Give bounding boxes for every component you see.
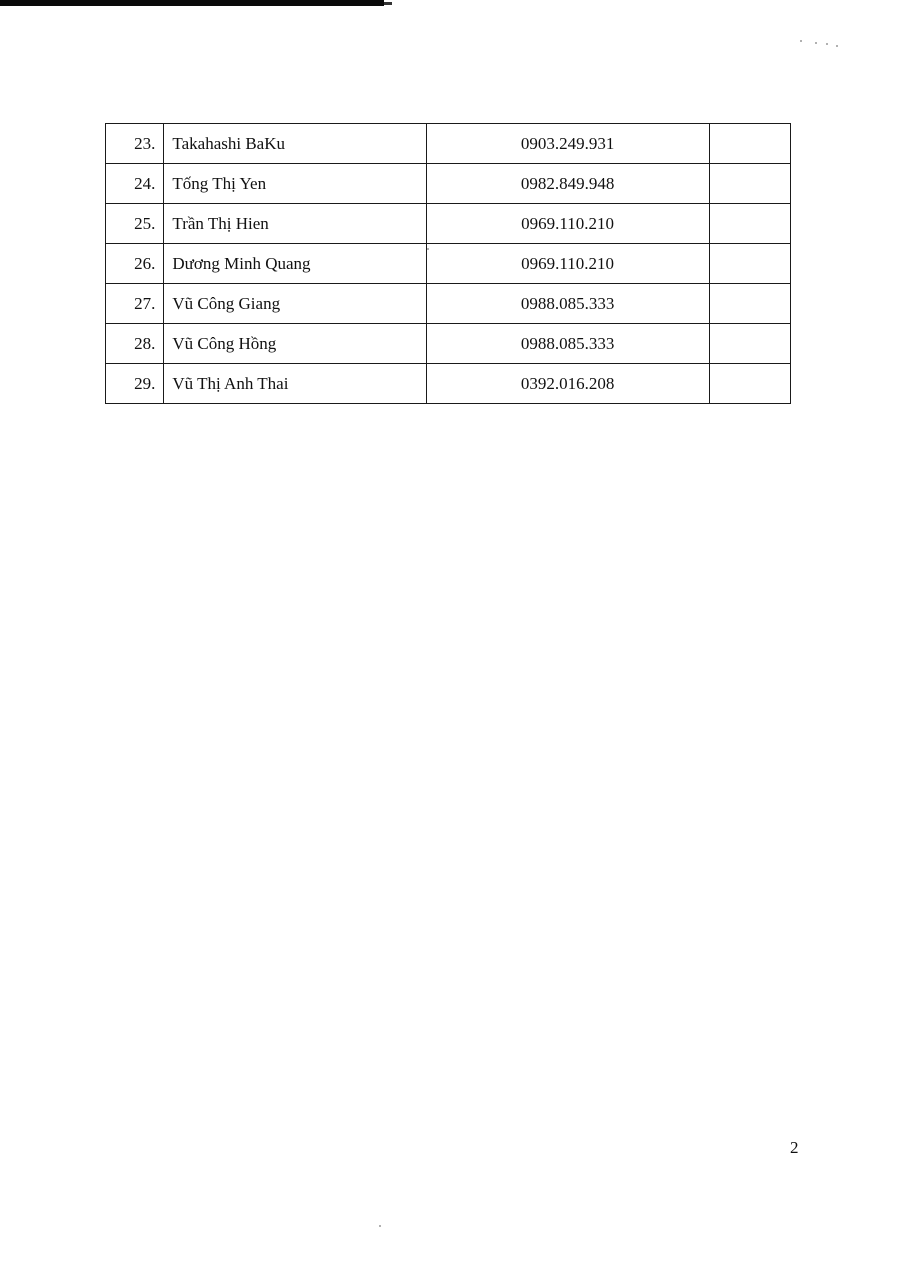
row-phone: 0988.085.333 (426, 284, 709, 324)
table-row (106, 364, 791, 404)
table-row (106, 164, 791, 204)
row-name: Dương Minh Quang (164, 244, 426, 284)
row-index: 28. (106, 324, 164, 364)
contact-table-body (106, 124, 791, 404)
scan-speck (815, 42, 817, 44)
row-phone: 0988.085.333 (426, 324, 709, 364)
row-phone: 0969.110.210 (426, 204, 709, 244)
row-index: 27. (106, 284, 164, 324)
scan-speck (379, 1225, 381, 1227)
scan-edge-bar (0, 0, 384, 6)
scan-edge-bar-tail (384, 2, 392, 5)
table-row (106, 284, 791, 324)
row-extra-cell (709, 124, 790, 164)
row-extra-cell (709, 324, 790, 364)
row-name: Vũ Công Hồng (164, 324, 426, 364)
row-name: Takahashi BaKu (164, 124, 426, 164)
table-row (106, 124, 791, 164)
scan-speck (836, 45, 838, 47)
table-row (106, 324, 791, 364)
row-phone: 0392.016.208 (426, 364, 709, 404)
contact-table (105, 123, 791, 404)
row-extra-cell (709, 164, 790, 204)
row-extra-cell (709, 204, 790, 244)
row-name: Trần Thị Hien (164, 204, 426, 244)
row-index: 29. (106, 364, 164, 404)
page-number: 2 (790, 1138, 799, 1157)
row-extra-cell (709, 244, 790, 284)
row-phone: 0969.110.210 (426, 244, 709, 284)
row-phone: 0903.249.931 (426, 124, 709, 164)
row-index: 24. (106, 164, 164, 204)
row-index: 25. (106, 204, 164, 244)
row-name: Vũ Công Giang (164, 284, 426, 324)
row-extra-cell (709, 364, 790, 404)
row-name: Tống Thị Yen (164, 164, 426, 204)
row-name: Vũ Thị Anh Thai (164, 364, 426, 404)
row-extra-cell (709, 284, 790, 324)
scan-speck (826, 43, 828, 45)
row-index: 26. (106, 244, 164, 284)
table-row (106, 204, 791, 244)
row-phone: 0982.849.948 (426, 164, 709, 204)
scan-speck (800, 40, 802, 42)
table-row (106, 244, 791, 284)
row-index: 23. (106, 124, 164, 164)
